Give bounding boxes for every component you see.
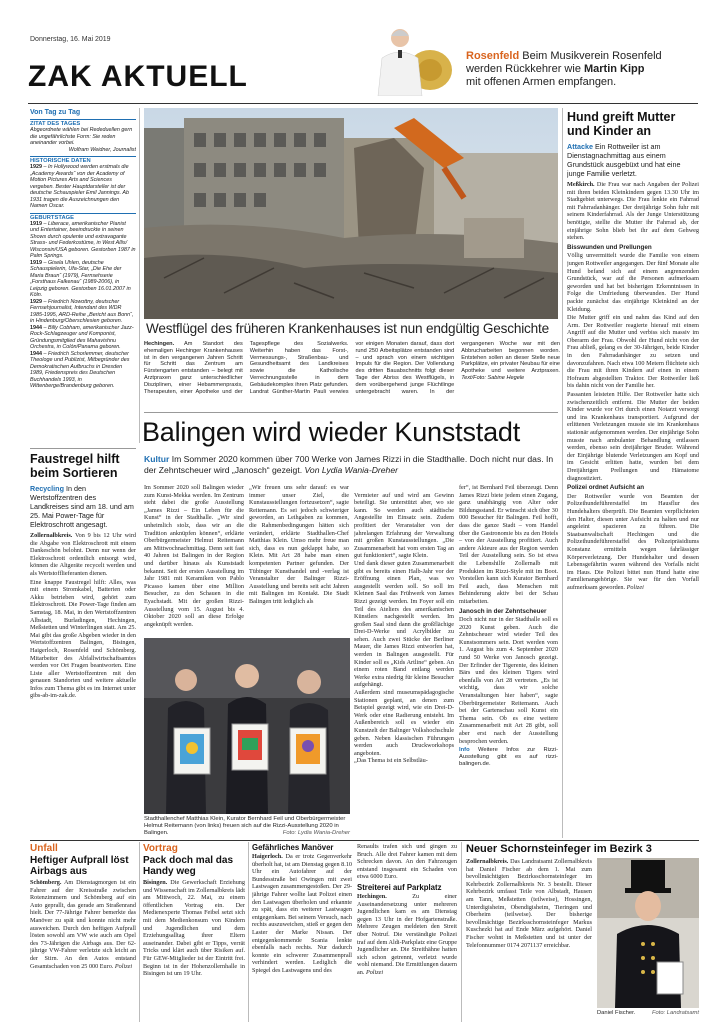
rizzi-top-rule bbox=[144, 412, 558, 413]
vortrag-kicker: Vortrag bbox=[143, 843, 178, 854]
teaser-name: Martin Kipp bbox=[584, 63, 645, 75]
masthead-divider bbox=[28, 103, 698, 104]
birthday-cobham: 1944 – Billy Cobham, amerikanischer Jazz-Rock-Schlagzeuger und Komponist, Gründungsmitglied des Mahavishnu Orchestra, in Colón/Panama geboren. bbox=[30, 324, 134, 350]
streit-headline: Streiterei auf Parkplatz bbox=[357, 882, 442, 892]
streit-article bbox=[357, 843, 457, 1023]
rizzi-col-4: fer“, ist Bernhard Feil überzeugt. Denn James Rizzi biete jedem einen Zugang, ganz unabhängig von Alter oder Bildungsstand. Er wünscht sich über 30 000 Besucher für Balingen. Feil hofft, dass die ganze Stadt – vom Handel über die Gastronomie bis zu den Hotels – von der Ausstellung profitiert. Auch andere Akteure aus der Region werden Teil der Ausstellung sein. So ist etwa die Lebenshilfe Zollernalb mit Produkten im Rizzi-Style mit im Boot. Vorstellen kann sich Kurator Bernhard Feil auch, dass Menschen mit Behinderung aktiv bei der Schau mitarbeiten. Janosch in der Zehntscheuer Doch nicht nur in der Stadthalle soll es 2020 Kunst geben. Auch die Zehntscheuer wird wieder Teil des Kunstsommers sein. Dort werden vom 1. August bis zum 4. September 2020 rund 50 Werke von Janosch gezeigt. Der Erfinder der Tigerente, des kleinen Bärs und des kleinen Tigers wird ebenfalls von Art 28 vertreten. „Es ist wichtig, dass wir solche Veranstaltungen hier haben“, sagte Oberbürgermeister Reitemann. Auch bei der Gartenschau soll Kunst ein Thema sein. Ob es eine weitere Zusammenarbeit mit Art 28 gibt, soll aber erst nach der Ausstellung besprochen werden. Info Weitere Infos zur Rizzi-Ausstellung gibt es auf rizzi-balingen.de. bbox=[459, 484, 558, 768]
history-heading: HISTORISCHE DATEN bbox=[30, 156, 136, 164]
birthdays-heading: GEBURTSTAGE bbox=[30, 213, 136, 221]
history-1929: 1929 – In Hollywood werden erstmals die „Academy Awards“ von der Academy of Motion Pictures Arts and Sciences vergeben. Bester Hauptdarsteller ist der deutsche Schauspieler Emil Jannings. Ab 1931 tragen die Auszeichnungen den Namen Oscar. bbox=[30, 164, 129, 209]
schorn-portrait bbox=[597, 858, 699, 1008]
teaser-text[interactable] bbox=[466, 50, 696, 89]
right-column-divider bbox=[562, 108, 563, 838]
teaser-portrait-image bbox=[368, 22, 460, 96]
dog-attack-lead: Attacke Ein Rottweiler ist am Dienstagnachmittag aus einem Grundstück ausgebüxt und hat eine junge Familie verletzt. bbox=[567, 142, 681, 178]
dog-attack-body: Meßkirch. Die Frau war nach Angaben der Polizei mit ihren beiden Kleinkindern gegen 13.30 Uhr im Stadtgebiet unterwegs. Die Frau lenkte ein Fahrrad mit Fahrradanhänger. Der dreijährige Sohn fuhr mit seinem Kinderfahrrad. Als der Junge Unterstützung benötigte, stellte die Mutter ihr Fahrrad ab, der einjährige Sohn blieb bei ihr auf dem Gehweg stehen. Bisswunden und Prellungen Völlig unvermittelt wurde die Familie von einem jungen Rottweiler angegangen. Der fünf Monate alte Hund befand sich auf einem angrenzenden Grundstück, war auf die Personen aufmerksam geworden und hat bei bisherigen Erkenntnissen in Folge die Umfriedung überwunden. Der Hund packte zunächst das einjährige Kleinkind an der Kleidung. Die Mutter griff ein und nahm das Kind auf den Arm. Der Rottweiler reagierte hierauf mit einem Angriff auf die Mutter und verbiss sich massiv im Oberarm der Frau. Obwohl der Hund nicht von der Frau abließ, gelang es der 30-Jährigen, beide Kinder in den Fahrradanhänger zu setzen und davonzufahren. Nach etwa 100 Metern flüchtete sich die Frau mit ihren Kindern auf einen in einem Hofraum abgestellten Traktor. Der Rottweiler ließ bis dahin nicht von der Familie her. Passanten leisteten Hilfe. Der Rottweiler hatte sich zwischenzeitlich entfernt. Die Mutter der beiden Kinder wurde vor Ort durch einen Notarzt versorgt und ins Krankenhaus transportiert. Aufgrund der erlittenen Verletzungen musste sie im Krankenhaus stationär aufgenommen werden. Der einjährige Sohn musste nach ambulanter Behandlung entlassen werden, ebenso sein dreijähriger Bruder. Während der Einjährige blutende Verletzungen am Kopf und im Gesicht erlitten hatte, wurden bei dem Dreijährigen Prellungen und Hämatome diagnostiziert. Polizei ordnet Aufsicht an Der Rottweiler wurde von Beamten der Polizeihundeführerstaffel im Hausflur des Hundehalters überprüft. Die Beamten verpflichteten den Halter, diesen unter Aufsicht zu halten und nur angeleint spazieren zu führen. Die Staatsanwaltschaft Hechingen und die Polizeihundeführerstaffel des Polizeipräsidiums Konstanz ermitteln wegen fahrlässiger Körperverletzung. Der Hundehalter und dessen Lebensgefährtin waren während des Vorfalls nicht im Haus. Die Polizei bittet nun Hund hatte eine Familienangehörige. Sie war für den Vorfall aufmerksam geworden. Polizei bbox=[567, 181, 699, 591]
rizzi-lead: Kultur Im Sommer 2020 kommen über 700 Werke von James Rizzi in die Stadthalle. Doch nicht nur das. In der Zehntscheuer wird „Janosch“ gezeigt. Von Lydia Wania-Dreher bbox=[144, 454, 554, 475]
manoever-body-continued: Renaults trafen sich und gingen zu Bruch. Alle drei Fahrer kamen mit dem Schrecken davon. An den Fahrzeugen entstand insgesamt ein Schaden von etwa 6000 Euro. bbox=[357, 843, 457, 881]
quote-author: Wolfram Weidner, Journalist bbox=[68, 146, 136, 153]
bottom-divider-1 bbox=[139, 842, 140, 1022]
vortrag-article bbox=[143, 843, 245, 1023]
sidebar-von-tag-zu-tag bbox=[30, 109, 136, 444]
sidebar-divider bbox=[139, 108, 140, 443]
birthday-uhlen: 1919 – Gisela Uhlen, deutsche Schauspielerin, Ufa-Star, „Die Ehe der Maria Braun“ (1979), Fernsehserie „Forsthaus Falkenau“ (1989-2006), in Leipzig geboren. Gestorben 16.01.2007 in Köln. bbox=[30, 259, 131, 298]
teaser-line-2: werden Rückkehrer wie bbox=[466, 63, 584, 75]
birthday-liberace: 1919 – Liberace, amerikanischer Pianist und Entertainer, beeindruckte in seinen Shows durch opulente und extravagante Strass- und Federkostüme, in West Allis/ Wisconsin/USA geboren. Gestorben 1987 in Palm Springs. bbox=[30, 220, 136, 259]
rizzi-headline: Balingen wird wieder Kunststadt bbox=[142, 417, 521, 447]
teaser-kicker: Rosenfeld bbox=[466, 50, 520, 62]
rizzi-col-2: „Wir freuen uns sehr darauf: es war immer unser Ziel, die Kunstausstellungen fortzusetzen“, sagte Reitemann. Es sei jedoch schwieriger geworden, an Leihgaben zu kommen, die Rahmenbedingungen hätten sich verändert, erklärte Stadthallen-Chef Matthias Klein. Umso mehr freue man sich, dass es nun geklappt habe, so Klein. Mit Art 28 habe man einen kompetenten Partner gefunden. Der Tübinger Kunsthandel und -verlag ist Veranstalter der Balinger Rizzi-Ausstellung und bereits seit acht Jahren mit Balingen im Kontakt. Die Stadt Balingen tritt lediglich als bbox=[249, 484, 349, 605]
vortrag-body: Bisingen. Die Gewerkschaft Erziehung und Wissenschaft im Zollernalbkreis lädt am Mittwoch, 22. Mai, zu einem öffentlichen Vortrag ein. Der Medienexperte Thomas Feibel setzt sich mit dem Medienkonsum von Kindern und Jugendlichen und dem Erziehungsalltag ihrer Eltern auseinander. Dabei gibt er Tipps, verrät Tricks und klärt auch über Risiken auf. Für GEW-Mitglieder ist der Eintritt frei. Beginn ist in der Hohenzollernhalle in Bisingen ist um 19 Uhr. bbox=[143, 879, 245, 978]
schorn-headline: Neuer Schornsteinfeger im Bezirk 3 bbox=[466, 843, 652, 855]
bottom-row-rule bbox=[30, 840, 699, 841]
rizzi-info-box: Info Weitere Infos zur Rizzi-Ausstellung gibt es auf rizzi-balingen.de. bbox=[459, 747, 558, 768]
hospital-caption-title: Westflügel des früheren Krankenhauses ist nun endgültig Geschichte bbox=[146, 321, 549, 336]
manoever-article bbox=[252, 843, 352, 1023]
unfall-kicker: Unfall bbox=[30, 843, 58, 854]
dog-attack-article bbox=[567, 110, 699, 838]
rizzi-col-3: Vermieter auf und wird am Gewinn beteiligt. Sie unterstützt aber, wo sie kann. So werden auch städtische Angestellte im Einsatz sein. Zudem profitiert der Veranstalter von der jahrelangen Erfahrung der Verwaltung mit großen Kunstausstellungen. „Die Zusammenarbeit hat vom ersten Tag an gut funktioniert“, sagte Klein. Und dank dieser guten Zusammenarbeit gibt es bereits einen Halb-Jahr vor der Eröffnung einen Plan, was wo ausgestellt werden soll. So soll im Kleinen Saal das Frühwerk von James Rizzi gezeigt werden. Im Foyer soll ein Teil des Ateliers des amerikanischen Künstlers nachgestellt werden. Im großen Saal sind dann die großflächige Drei-D-Werke und Acrylbilder zu sehen. Auch zwei Stücke der Berliner Mauer, die James Rizzi entworfen hat, werden in Balingen ausgestellt. Für Kinder soll es „Kids Artline“ geben. An einem roten Band entlang werden Werke extra niedrig für kleine Besucher aufgehängt. Außerdem sind museumspädagogische Stationen geplant, an denen zum Beispiel gezeigt wird, wie ein Drei-D-Werk oder eine Radierung entsteht. Im Außenbereich soll es wieder ein Kunstzelt der Balinger Volkshochschule geben. Neben klassischen Führungen werden auch Druckworkshops angeboten. „Das Thema ist ein Selbstläu- bbox=[354, 491, 454, 765]
hospital-caption-credit: Text/Foto: Sabine Hegele bbox=[461, 374, 525, 381]
hospital-caption-text: Hechingen. Am Standort des ehemaligen Hechinger Krankenhauses ist in den vergangenen Jahren Schritt für Schritt das Zentrum am Fürstengarten entstanden – belegt mit Arztpraxen ganz unterschiedlicher Disziplinen, einer Hebammenpraxis, Therapeuten, einer Apotheke und der Tagespflege des Sozialwerks. Weiterhin haben das Forst-, Vermessungs-, Straßenbau- und Gesundheitsamt des Landkreises sowie die Katholische Verrechnungsstelle in dem Gebäudekomplex ihren Platz gefunden. Landrat Günther-Martin Pauli verwies vor einigen Monaten darauf, dass dort rund 250 Arbeitsplätze entstanden sind – und sprach von einem wichtigen Impuls für die Region. Der Vollendung des dritten Bauabschnitts folgt dieser Tage der Abriss des Westflügels, in dem vorübergehend junge Flüchtlinge untergebracht waren. In der vergangenen Woche war mit den Abbrucharbeiten begonnen worden. Entstehen sollen an dieser Stelle neue Parkplätze, ein privater Neubau für eine Apotheke und weitere Arztpraxen. Text/Foto: Sabine Hegele bbox=[144, 341, 560, 395]
bottom-divider-2 bbox=[248, 842, 249, 1022]
unfall-body: Schömberg. Am Dienstagmorgen ist ein Fahrer auf der Kreisstraße zwischen Rotenzimmern und Schömberg auf ein Auto geprallt, das gerade am Straßenrand hielt. Der 77-Jährige Fahrer bemerkte das Manöver zu spät und konnte nicht mehr ausweichen. Durch den heftigen Aufprall lösten sowohl am VW wie auch am Opel des 73-Jährigen die Airbags aus. Der 62-jährige VW-Fahrer verletzte sich leicht an der Stirn. An den Autos entstand Gesamtschaden von 25 000 Euro. Polizei bbox=[30, 879, 136, 970]
hospital-demolition-photo bbox=[144, 108, 558, 319]
manoever-body: Haigerloch. Da er trotz Gegenverkehr überholt hat, ist am Dienstag gegen 8.10 Uhr ein Autofahrer auf der Bundesstraße bei Owingen mit zwei Lastwagen zusammengestoßen. Der 29-jährige Fahrer wollte laut Polizei einen den Lastwagen überholen und erkannte zu spät, dass ein weiterer Lastwagen entgegenkam. Bei seinem Versuch, nach rechts auszuweichen, stieß er gegen den Laster der Marke Nissan. Der entgegenkommende Scania lenkte ebenfalls nach rechts. Nur dadurch konnte ein schwerer Zusammenprall verhindert werden. Lediglich die Spiegel des Lastwagens und des bbox=[252, 853, 352, 974]
teaser-line-1: Beim Musikverein Rosenfeld bbox=[519, 50, 662, 62]
manoever-headline: Gefährliches Manöver bbox=[252, 843, 334, 852]
quote-heading: ZITAT DES TAGES bbox=[30, 119, 136, 127]
faustregel-lead: Recycling In den Wertstoffzentren des Landkreises sind am 18. und am 25. Mai Power-Tage für Elektroschrott angesagt. bbox=[30, 484, 134, 529]
bottom-divider-3 bbox=[461, 842, 462, 1022]
faustregel-headline: Faustregel hilft beim Sortieren bbox=[30, 452, 120, 480]
birthday-schorlemmer: 1944 – Friedrich Schorlemmer, deutscher Theologe und Publizist, Mitbegründer des Demokratischen Aufbruchs in Dresden 1989, Friedenspreis des Deutschen Buchhandels 1993, in Wittenberge/Brandenburg geboren. bbox=[30, 350, 130, 389]
faustregel-top-rule bbox=[30, 448, 136, 449]
streit-body: Hechingen. Zu einer Auseinandersetzung unter mehreren Jugendlichen kam es am Dienstag gegen 13 Uhr in der Hofgartenstraße. Mehrere Zeugen meldeten den Streit über Notruf. Die verständigte Polizei traf auf dem Aldi-Parkplatz eine Gruppe Jugendlicher an. Die Streithähne hatten sich schon getrennt, verletzt wurde wohl niemand. Die Ermittlungen dauern an. Polizei bbox=[357, 892, 457, 976]
schorn-caption: Daniel Fischer. Foto: Landratsamt bbox=[597, 1010, 699, 1016]
schorn-body: Zollernalbkreis. Das Landratsamt Zollernalbkreis hat Daniel Fischer ab dem 1. Mai zum bevollmächtigten Bezirksschornsteinfeger im Kehrbezirk Zollernalbkreis Nr. 3 bestellt. Dieser Kehrbezirk umfasst Teile von Albstadt, Hausen am Tann, Meßstetten (teilweise), Hossingen, Unterdigisheim, Obendigisheim, Tieringen und Oberheim (teilweise). Der bisherige bevollmächtige Bezirksschornsteinfeger Markus Kuschezki hat auf Ende März aufgehört. Daniel Fischer wohnt in Meßstetten und ist unter der Telefonnummer 0174 2071137 erreichbar. bbox=[466, 858, 592, 949]
issue-date: Donnerstag, 16. Mai 2019 bbox=[30, 36, 111, 43]
teaser-line-3: mit offenen Armen empfangen. bbox=[466, 76, 617, 88]
faustregel-article bbox=[30, 452, 136, 837]
dog-attack-headline: Hund greift Mutter und Kinder an bbox=[567, 110, 676, 138]
unfall-article bbox=[30, 843, 136, 1023]
birthday-nowottny: 1929 – Friedrich Nowottny, deutscher Fernsehjournalist, Intendant des WDR 1985-1995, ARD-Reihe „Bericht aus Bonn“, in Hindenburg/Oberschlesien geboren. bbox=[30, 298, 134, 324]
section-title: ZAK AKTUELL bbox=[28, 60, 248, 93]
sidebar-title: Von Tag zu Tag bbox=[30, 109, 81, 116]
vortrag-headline: Pack doch mal das Handy weg bbox=[143, 855, 234, 877]
faustregel-body: Zollernalbkreis. Von 9 bis 12 Uhr wird die Abgabe von Elektroschrott mit einem Dankeschön belohnt. Denn nur wenn der Elektroschrott ordentlich entsorgt wird, können die Altgeräte recycelt werden und als Wertstofflieferanten dienen. Eine knappe Faustregel hilft: Alles, was mit einem Stromkabel, Batterien oder Akku betrieben wird, gehört zum Elektroschrott. Die Power-Tage finden am Samstag, 18. Mai, in den Wertstoffzentren Albstadt, Burladingen, Hechingen, Meßstetten und Winterlingen statt. Am 25. Mai gibt das große Abgeben wieder in den Wertstoffzentren Balingen, Bisingen, Haigerloch, Rosenfeld und Schömberg. Mitarbeiter des Abfallwirtschaftsamtes werden vor Ort Fragen beantworten. Eine Liste aller Wertstoffzentren mit den genauen Standorten und weitere aktuelle Infos zum Thema gibt es im Internet unter gibs-ab-im-zak.de. bbox=[30, 532, 136, 700]
unfall-headline: Heftiger Aufprall löst Airbags aus bbox=[30, 855, 129, 877]
rizzi-photo-caption: Stadthallenchef Matthias Klein, Kurator Bernhard Feil und Oberbürgermeister Helmut Reitemann (von links) freuen sich auf die Rizzi-Ausstellung 2020 in Balingen. Foto: Lydia Wania-Dreher bbox=[144, 816, 350, 836]
quote-text: Abgeordnete wählen bei Rededuellen gern die ungefährlichste Form: Sie reden aneinander vorbei. bbox=[30, 127, 133, 146]
rizzi-col-1: Im Sommer 2020 soll Balingen wieder zum Kunst-Mekka werden. Im Zentrum steht dabei die große Ausstellung „James Rizzi – Ein Leben für die Kunst“ in der Stadthalle. „Wir sind unheimlich stolz, dass wir an die Tradition anknüpfen können“, erklärte Oberbürgermeister Helmut Reitemann am Mittwochnachmittag. Denn seit fast 40 Jahren ist Balingen in der Region und darüber hinaus als Kunststadt bekannt. Seit der ersten Ausstellung im Jahr 1981 mit Keramiken von Pablo Picasso kamen über eine Million Besucher, zu den Schauen in die Eyachstadt. Mit der großen Rizzi-Ausstellung vom 15. August bis 4. Oktober 2020 soll an diese Erfolge angeknüpft werden. bbox=[144, 484, 244, 628]
rizzi-group-photo bbox=[144, 638, 350, 814]
